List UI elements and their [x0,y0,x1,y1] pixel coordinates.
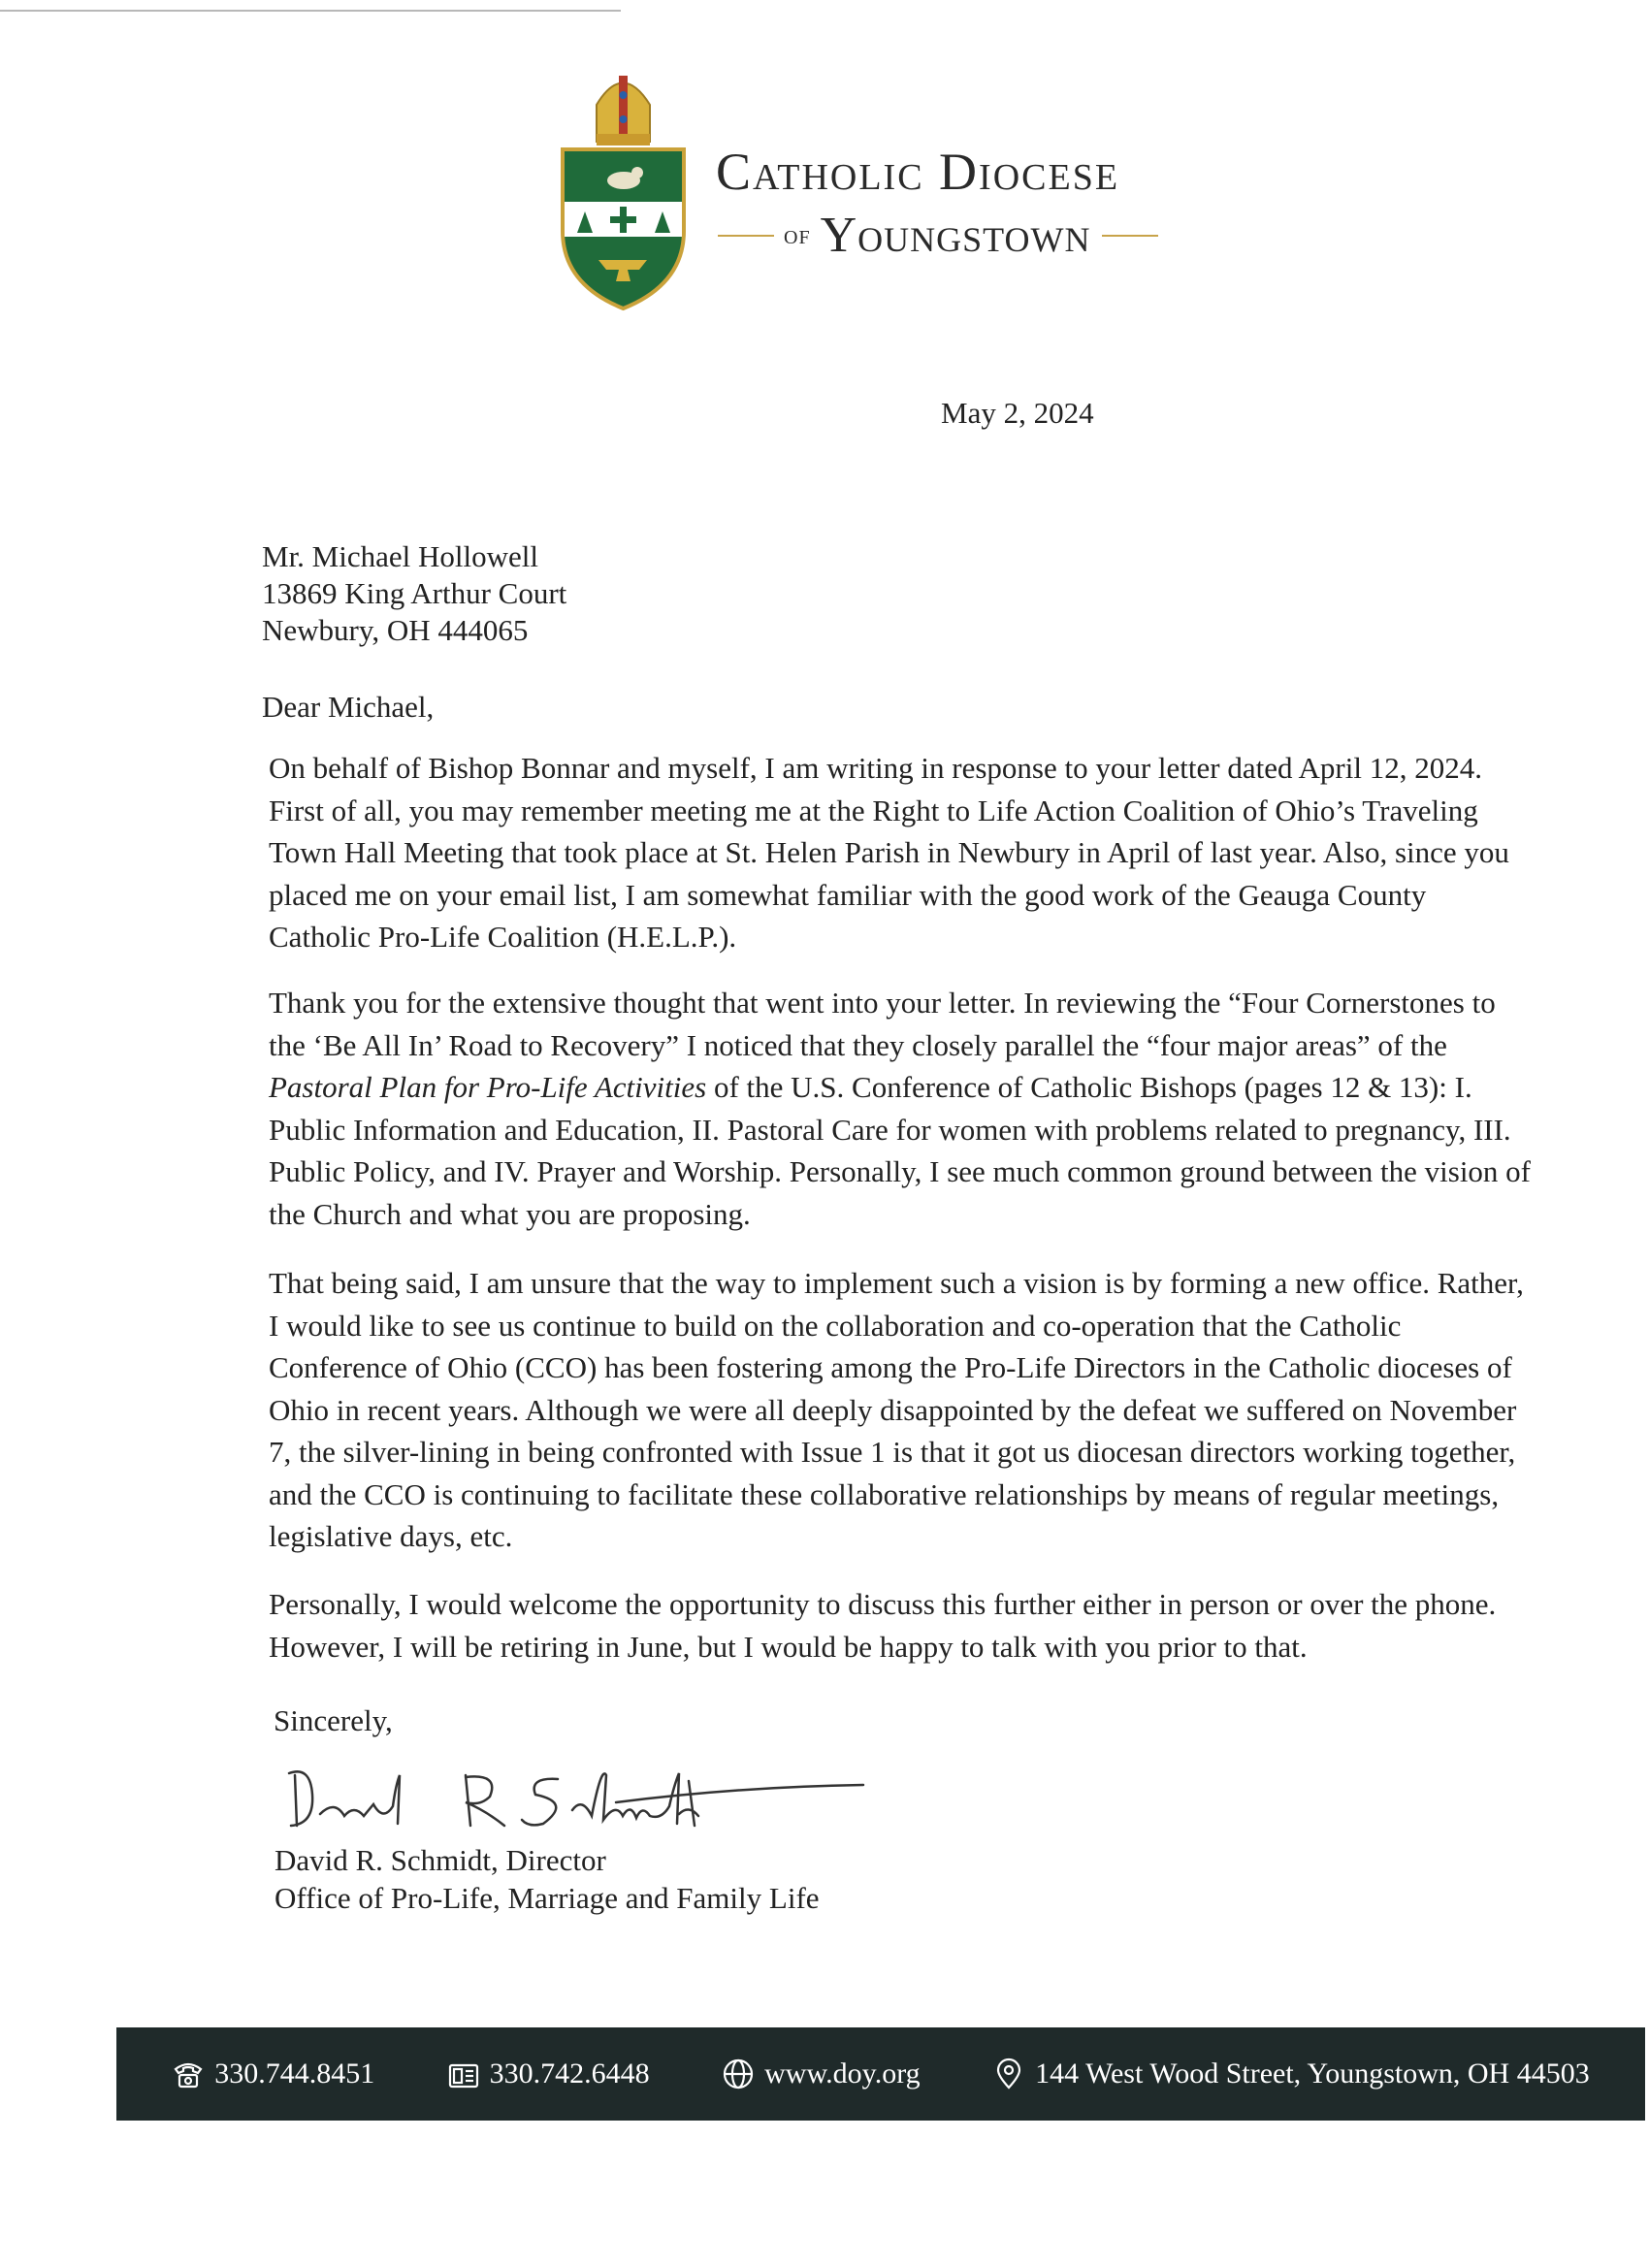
footer-fax-number: 330.742.6448 [489,2057,650,2090]
diocese-crest-logo [538,66,708,318]
footer-address [992,2057,1590,2090]
scan-edge-line [0,10,621,12]
paragraph-1: On behalf of Bishop Bonnar and myself, I am writing in response to your letter dated April 12, 2024. First of all, you may remember meeting me at the Right to Life Action Coalition of Ohio’s Traveling Town Hall Meeting that took place at St. Helen Parish in Newbury in April of last year. Also, since you placed me on your email list, I am somewhat familiar with the good work of the Geauga County Catholic Pro-Life Coalition (H.E.L.P.). [269,751,1509,954]
diocese-name-line2-row [718,209,1158,263]
handwritten-signature [281,1746,873,1843]
footer-fax [447,2057,650,2090]
fax-icon [447,2057,480,2090]
letter-date: May 2, 2024 [941,396,1094,430]
contact-footer-band [116,2027,1645,2121]
location-pin-icon [992,2057,1025,2090]
gold-rule-left [718,235,774,237]
recipient-street: 13869 King Arthur Court [262,576,567,610]
footer-street-address: 144 West Wood Street, Youngstown, OH 44503 [1035,2057,1590,2090]
gold-rule-right [1102,235,1158,237]
signer-office: Office of Pro-Life, Marriage and Family Life [275,1881,820,1915]
diocese-name-of: of [784,220,811,250]
recipient-city: Newbury, OH 444065 [262,613,529,647]
closing: Sincerely, [274,1703,393,1737]
footer-website [722,2057,921,2090]
globe-icon [722,2057,755,2090]
footer-website-url: www.doy.org [764,2057,921,2090]
recipient-address [262,538,566,649]
paragraph-3: That being said, I am unsure that the way to implement such a vision is by forming a new office. Rather, I would like to see us continue to build on the collaboration and co-operation that the Catholic Conference of Ohio (CCO) has been fostering among the Pro-Life Directors in the Catholic dioceses of Ohio in recent years. Although we were all deeply disappointed by the defeat we suffered on November 7, the silver-lining in being confronted with Issue 1 is that it got us diocesan directors working together, and the CCO is continuing to facilitate these collaborative relationships by means of regular meetings, legislative days, etc. [269,1266,1524,1553]
footer-phone [172,2057,374,2090]
diocese-name-line2: Youngstown [820,208,1091,263]
paragraph-4: Personally, I would welcome the opportunity to discuss this further either in person or over the phone. However, I will be retiring in June, but I would be happy to talk with you prior to that. [269,1587,1497,1664]
salutation: Dear Michael, [262,690,435,724]
signer-block [275,1841,820,1917]
footer-phone-number: 330.744.8451 [214,2057,375,2090]
paragraph-2-part-2: of the U.S. Conference of Catholic Bishops (pages 12 & 13): I. Public Information and Education, II. Pastoral Care for women with problems related to pregnancy, III. Public Policy, and IV. Prayer and Worship. Personally, I see much common ground between the vision of the Church and what you are proposing. [269,1070,1532,1231]
paragraph-2-part-1: Thank you for the extensive thought that went into your letter. In reviewing the “Four Cornerstones to the ‘Be All In’ Road to Recovery” I noticed that they closely parallel the “four major areas” of the [269,986,1496,1062]
diocese-name-line1: Catholic Diocese [716,143,1120,201]
phone-icon [172,2057,205,2090]
recipient-name: Mr. Michael Hollowell [262,539,538,573]
paragraph-2 [269,982,1535,1235]
pastoral-plan-title: Pastoral Plan for Pro-Life Activities [269,1070,707,1104]
signer-name: David R. Schmidt, Director [275,1843,606,1877]
